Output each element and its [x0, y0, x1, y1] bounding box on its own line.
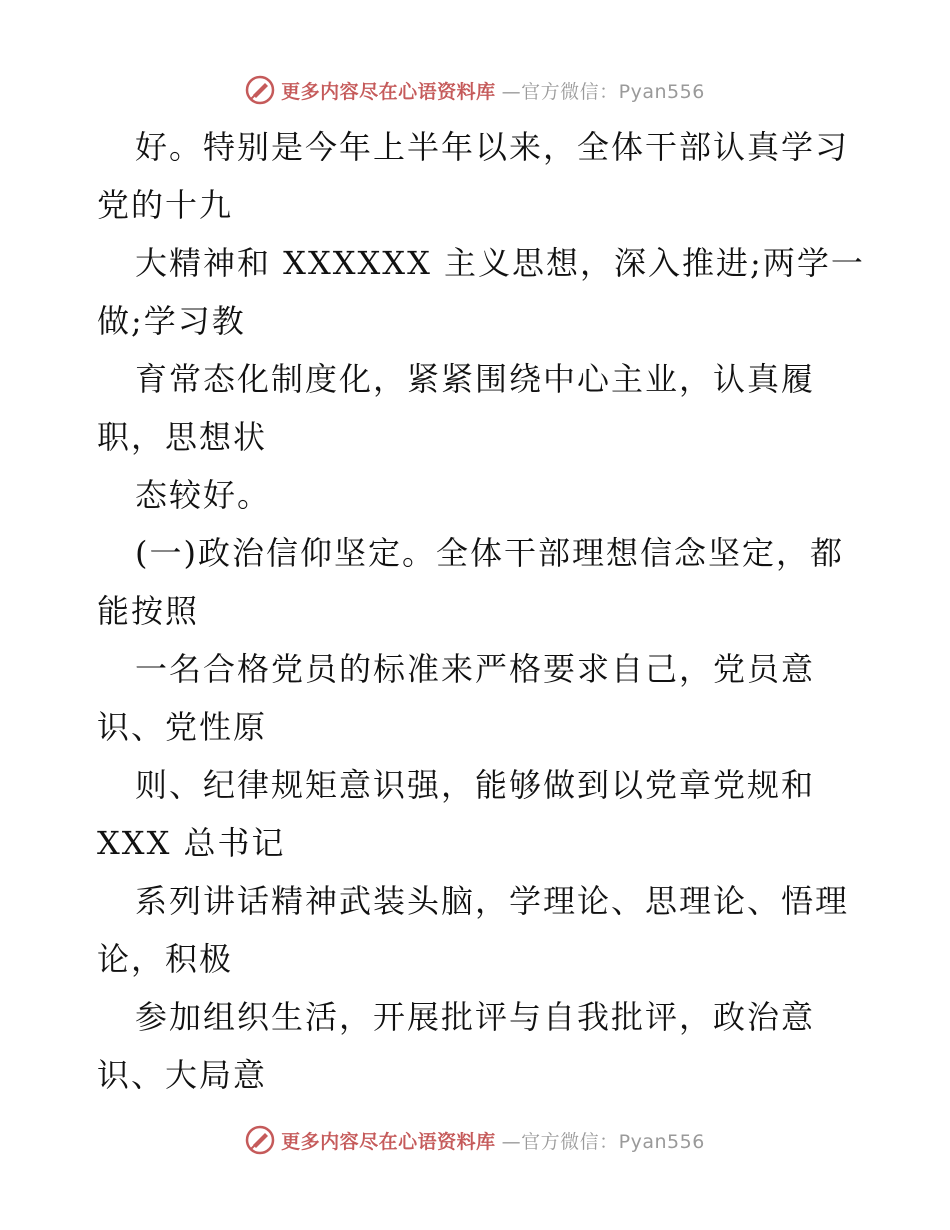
footer-banner — [0, 1120, 950, 1160]
footer-wechat-text: —官方微信：Pyan556 — [501, 1130, 705, 1153]
header-site-text: 更多内容尽在心语资料库 — [281, 80, 496, 103]
text-line: 党的十九 — [97, 186, 234, 224]
text-line: XXX 总书记 — [97, 824, 286, 862]
document-body — [97, 118, 877, 1104]
text-line: 一名合格党员的标准来严格要求自己，党员意 — [135, 650, 816, 688]
text-line: 则、纪律规矩意识强，能够做到以党章党规和 — [135, 766, 816, 804]
quill-seal-icon — [245, 75, 275, 105]
header-wechat-text: —官方微信：Pyan556 — [501, 80, 705, 103]
text-line: 参加组织生活，开展批评与自我批评，政治意 — [135, 998, 816, 1036]
quill-seal-icon — [245, 1125, 275, 1155]
text-line: 态较好。 — [135, 476, 272, 514]
text-line: (一)政治信仰坚定。全体干部理想信念坚定，都 — [135, 534, 844, 572]
text-line: 职，思想状 — [97, 418, 268, 456]
text-line: 识、党性原 — [97, 708, 268, 746]
text-line: 育常态化制度化，紧紧围绕中心主业，认真履 — [135, 360, 816, 398]
footer-site-text: 更多内容尽在心语资料库 — [281, 1130, 496, 1153]
text-line: 好。特别是今年上半年以来，全体干部认真学习 — [135, 128, 850, 166]
text-line: 做;学习教 — [97, 302, 246, 340]
text-line: 系列讲话精神武装头脑，学理论、思理论、悟理 — [135, 882, 850, 920]
text-line: 大精神和 XXXXXX 主义思想，深入推进;两学一 — [135, 244, 865, 282]
header-banner — [0, 70, 950, 110]
text-line: 能按照 — [97, 592, 200, 630]
text-line: 识、大局意 — [97, 1056, 268, 1094]
text-line: 论，积极 — [97, 940, 234, 978]
